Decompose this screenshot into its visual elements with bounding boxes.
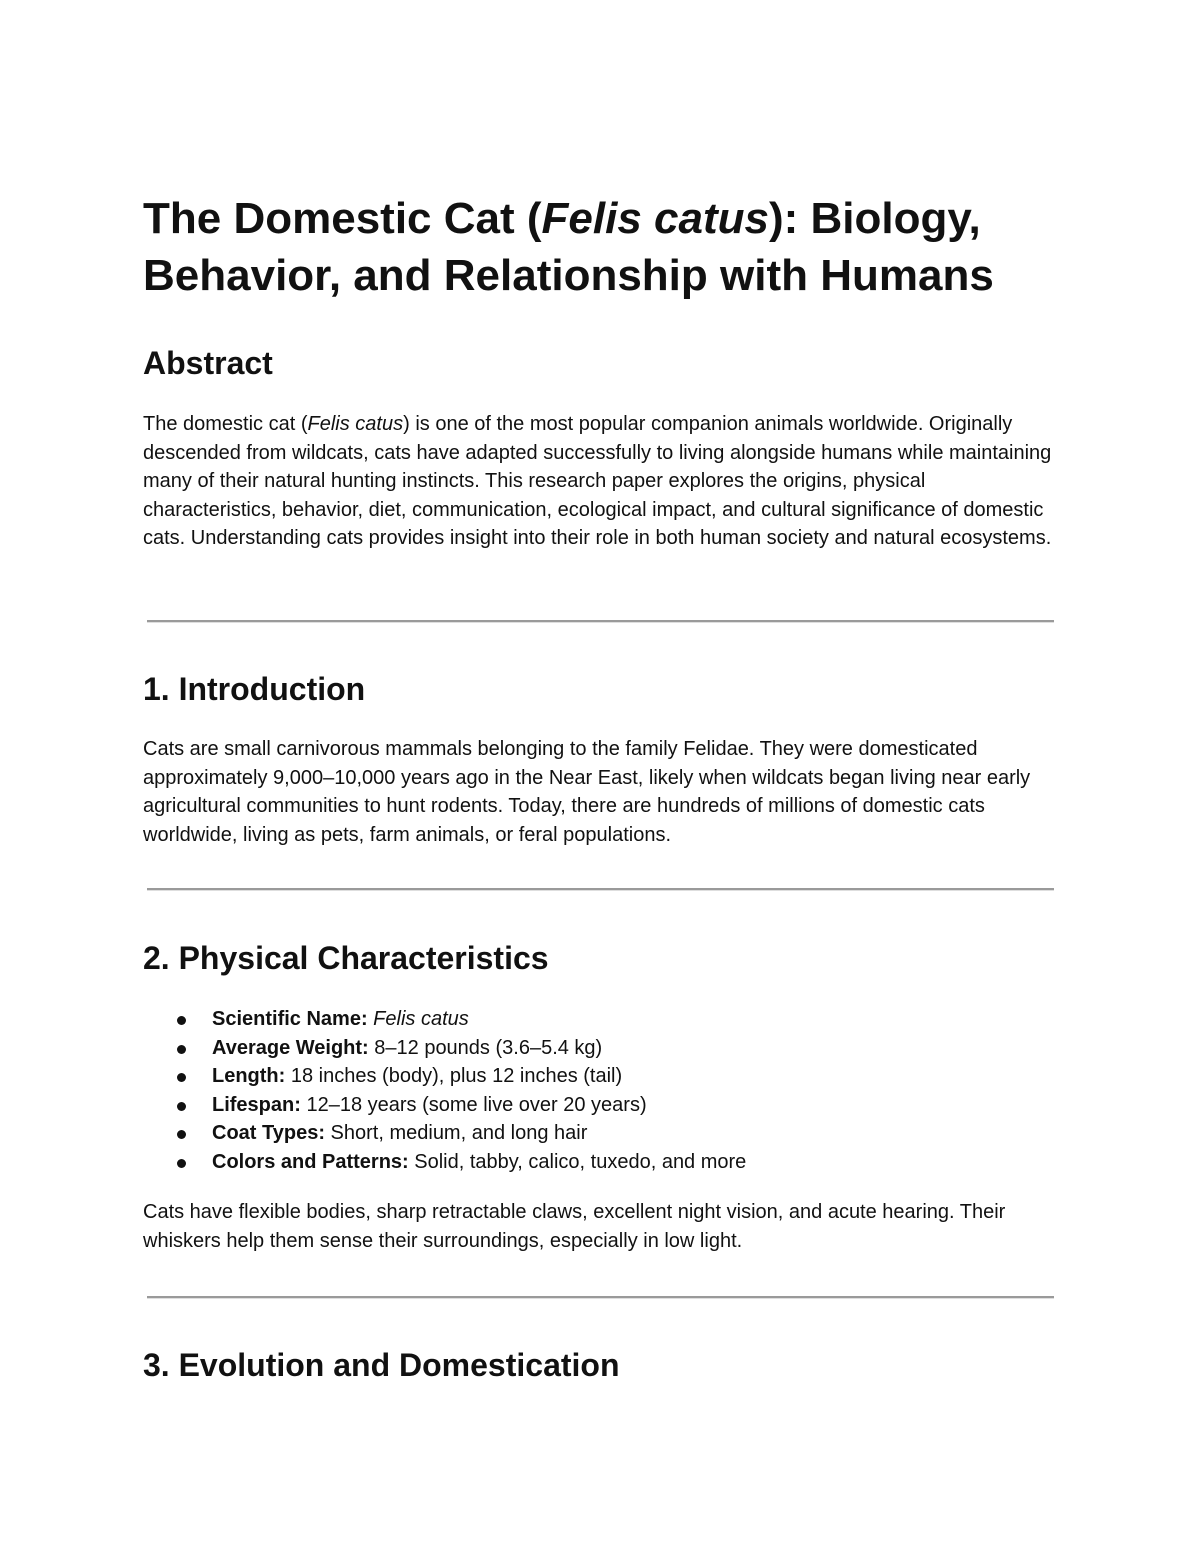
physical-facts-list: [143, 1005, 1058, 1177]
evolution-heading: 3. Evolution and Domestication: [143, 1347, 620, 1383]
fact-label: Average Weight:: [212, 1036, 369, 1059]
bullet-icon: [177, 1159, 186, 1168]
fact-value: Solid, tabby, calico, tuxedo, and more: [414, 1150, 747, 1173]
abstract-scientific-name: Felis catus: [307, 413, 404, 435]
abstract-text-pre: The domestic cat (: [143, 413, 308, 435]
fact-value: 18 inches (body), plus 12 inches (tail): [290, 1065, 623, 1088]
list-item: [143, 1148, 1058, 1177]
fact-label: Coat Types:: [212, 1122, 325, 1145]
section-divider: [147, 1296, 1054, 1299]
fact-value: 12–18 years (some live over 20 years): [306, 1093, 647, 1116]
section-divider: [147, 620, 1054, 623]
section-divider: [147, 888, 1054, 891]
introduction-heading: 1. Introduction: [143, 671, 366, 707]
title-line2: Behavior, and Relationship with Humans: [143, 251, 994, 300]
title-line1-post: ): Biology,: [768, 194, 981, 243]
paper-title: [143, 190, 994, 304]
fact-label: Colors and Patterns:: [212, 1150, 409, 1173]
physical-heading: 2. Physical Characteristics: [143, 940, 549, 976]
fact-value: Short, medium, and long hair: [330, 1122, 588, 1145]
abstract-heading: Abstract: [143, 345, 273, 381]
bullet-icon: [177, 1045, 186, 1054]
bullet-icon: [177, 1130, 186, 1139]
fact-label: Scientific Name:: [212, 1008, 368, 1030]
fact-label: Length:: [212, 1065, 286, 1088]
bullet-icon: [177, 1102, 186, 1111]
fact-value: Felis catus: [373, 1008, 469, 1030]
list-item: [143, 1062, 1058, 1091]
list-item: [143, 1034, 1058, 1063]
fact-label: Lifespan:: [212, 1093, 301, 1116]
introduction-text: Cats are small carnivorous mammals belonging to the family Felidae. They were domesticated approximately 9,000–10,000 years ago in the Near East, likely when wildcats began living near early agricultural communities to hunt rodents. Today, there are hundreds of millions of domestic cats worldwide, living as pets, farm animals, or feral populations.: [143, 738, 1031, 846]
abstract-text-post: ) is one of the most popular companion animals worldwide. Originally descended from wildcats, cats have adapted successfully to living alongside humans while maintaining many of their natural hunting instincts. This research paper explores the origins, physical characteristics, behavior, diet, communication, ecological impact, and cultural significance of domestic cats. Understanding cats provides insight into their role in both human society and natural ecosystems.: [143, 413, 1052, 550]
title-scientific-name: Felis catus: [541, 194, 769, 243]
bullet-icon: [177, 1016, 186, 1025]
abstract-text: [143, 410, 1058, 553]
list-item: [143, 1091, 1058, 1120]
physical-text: Cats have flexible bodies, sharp retractable claws, excellent night vision, and acute hearing. Their whiskers help them sense their surroundings, especially in low light.: [143, 1201, 1006, 1252]
title-line1-pre: The Domestic Cat (: [143, 194, 542, 243]
fact-value: 8–12 pounds (3.6–5.4 kg): [374, 1036, 603, 1059]
list-item: [143, 1119, 1058, 1148]
bullet-icon: [177, 1073, 186, 1082]
list-item: [143, 1005, 1058, 1034]
